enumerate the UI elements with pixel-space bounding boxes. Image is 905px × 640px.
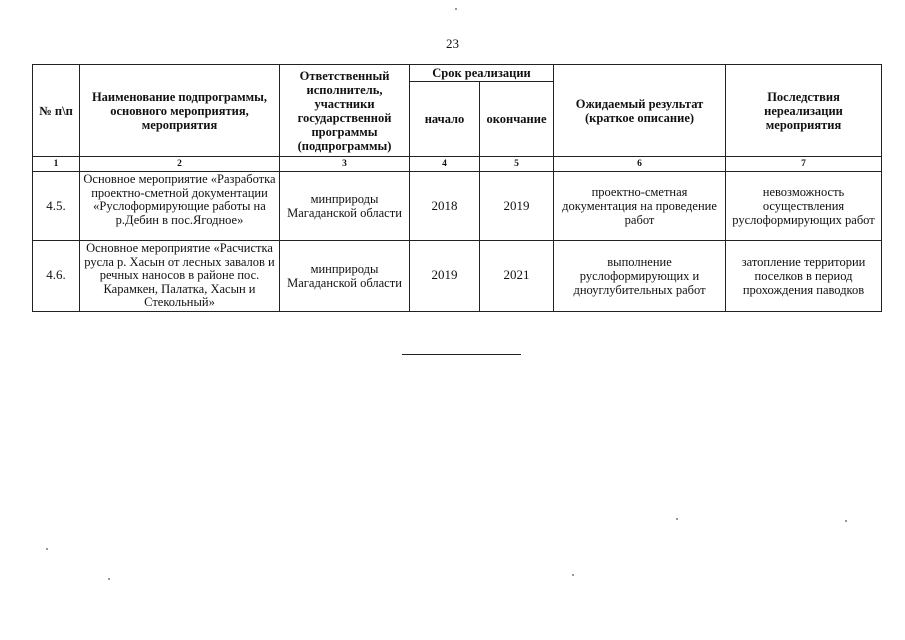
expected-result: выполнение руслоформирующих и дноуглубительных работ — [554, 241, 726, 312]
responsible-executor: минприроды Магаданской области — [280, 172, 410, 241]
program-measures-table — [32, 64, 882, 312]
measure-name: Основное мероприятие «Разработка проектно-сметной документации «Руслоформирующие работы на р.Дебин в пос.Ягодное» — [80, 172, 280, 241]
header-result: Ожидаемый результат (краткое описание) — [554, 65, 726, 157]
column-number: 3 — [280, 157, 410, 172]
scan-speck — [676, 518, 678, 520]
end-year: 2021 — [480, 241, 554, 312]
header-period: Срок реализации — [410, 65, 554, 82]
header-row — [33, 65, 882, 82]
scan-speck — [108, 578, 110, 580]
column-number: 5 — [480, 157, 554, 172]
footer-rule — [402, 354, 521, 355]
start-year: 2019 — [410, 241, 480, 312]
header-name: Наименование подпрограммы, основного мероприятия, мероприятия — [80, 65, 280, 157]
consequences: затопление территории поселков в период прохождения паводков — [726, 241, 882, 312]
header-end: окончание — [480, 82, 554, 157]
column-number: 6 — [554, 157, 726, 172]
row-number: 4.6. — [33, 241, 80, 312]
column-number: 4 — [410, 157, 480, 172]
header-start: начало — [410, 82, 480, 157]
header-responsible: Ответственный исполнитель, участники государственной программы (подпрограммы) — [280, 65, 410, 157]
end-year: 2019 — [480, 172, 554, 241]
scan-speck — [572, 574, 574, 576]
column-number-row — [33, 157, 882, 172]
column-number: 2 — [80, 157, 280, 172]
row-number: 4.5. — [33, 172, 80, 241]
header-num: № п\п — [33, 65, 80, 157]
column-number: 7 — [726, 157, 882, 172]
responsible-executor: минприроды Магаданской области — [280, 241, 410, 312]
scan-speck — [845, 520, 847, 522]
consequences: невозможность осуществления руслоформирующих работ — [726, 172, 882, 241]
column-number: 1 — [33, 157, 80, 172]
header-consequences: Последствия нереализации мероприятия — [726, 65, 882, 157]
expected-result: проектно-сметная документация на проведение работ — [554, 172, 726, 241]
table-row — [33, 241, 882, 312]
scan-speck — [455, 8, 457, 10]
measure-name: Основное мероприятие «Расчистка русла р. Хасын от лесных завалов и речных наносов в районе пос. Карамкен, Палатка, Хасын и Стекольный» — [80, 241, 280, 312]
scan-speck — [46, 548, 48, 550]
table-row — [33, 172, 882, 241]
page-number: 23 — [446, 36, 459, 51]
start-year: 2018 — [410, 172, 480, 241]
